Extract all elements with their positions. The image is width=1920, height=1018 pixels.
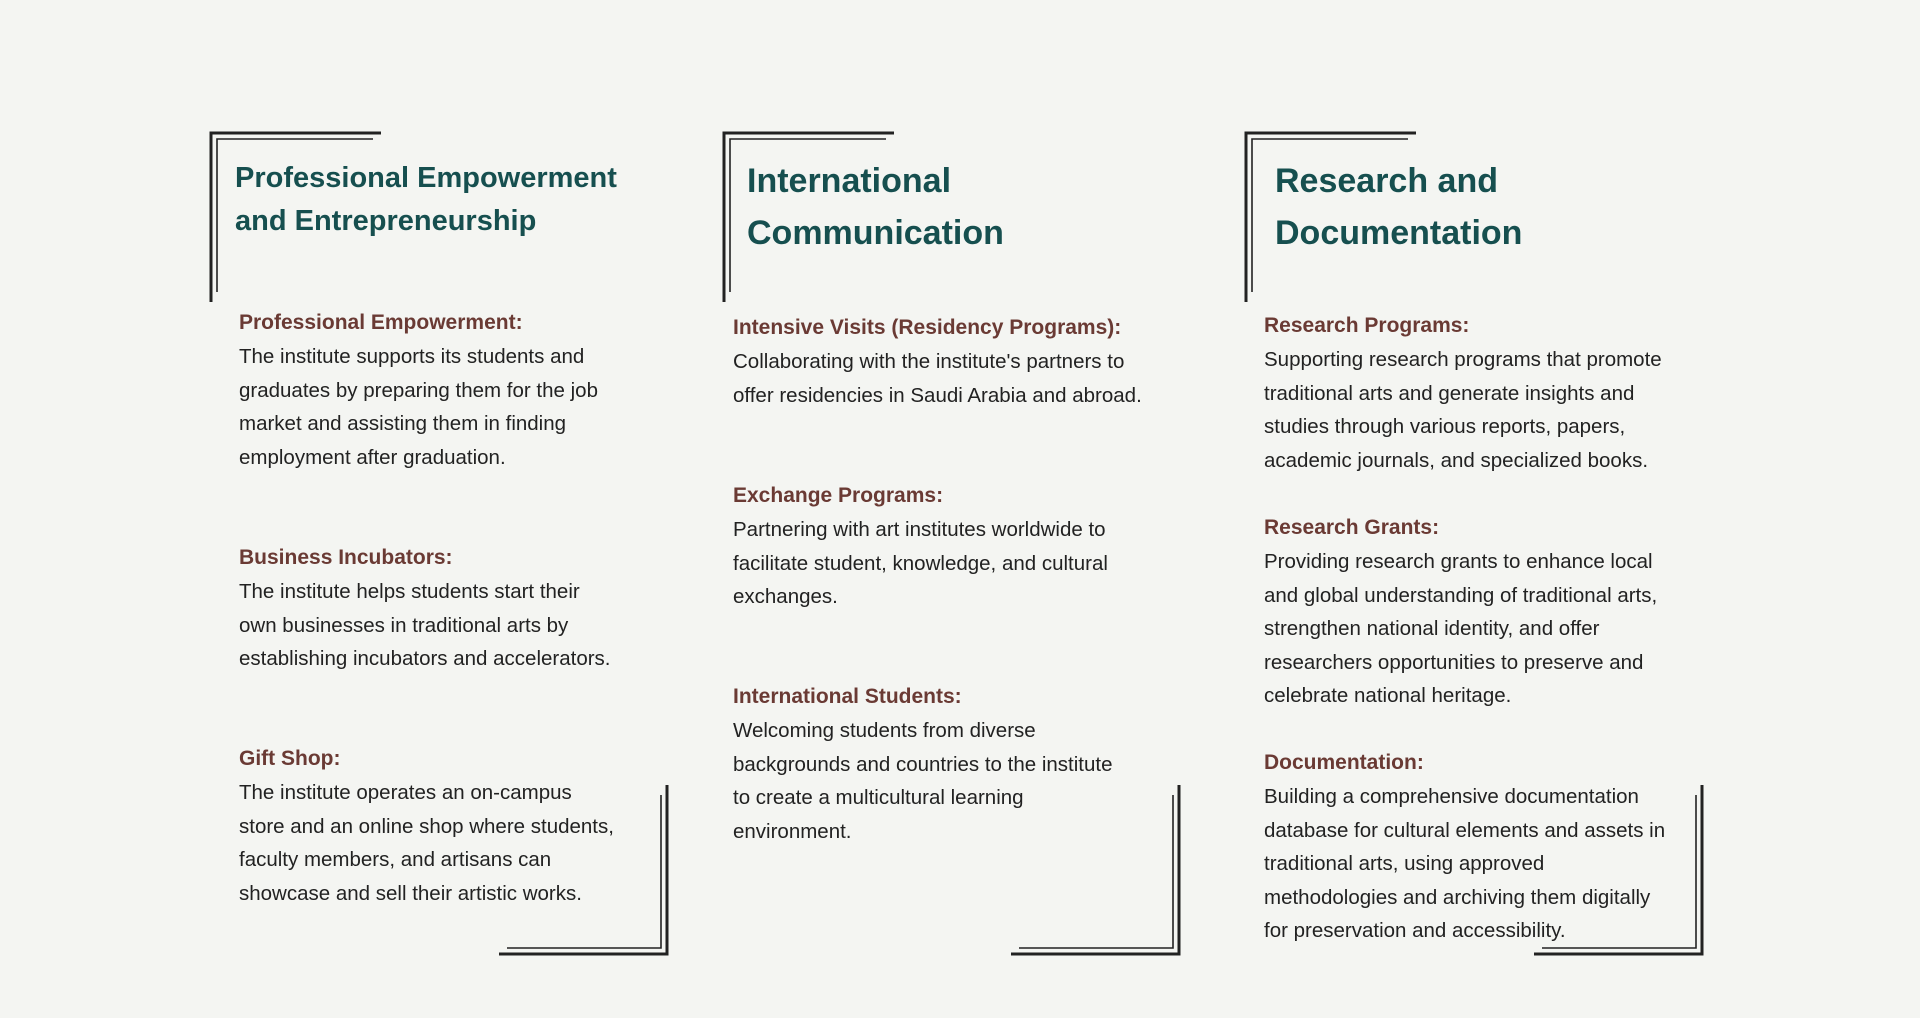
section-body-line: academic journals, and specialized books. (1264, 448, 1649, 472)
section-body-line: employment after graduation. (239, 445, 506, 469)
section-body-line: Providing research grants to enhance local (1264, 550, 1653, 573)
section-body-line: market and assisting them in finding (239, 412, 567, 436)
section-body-line: The institute supports its students and (239, 345, 585, 368)
panel-title-line: and Entrepreneurship (235, 205, 537, 237)
section-body-line: establishing incubators and accelerators. (239, 647, 611, 671)
section-body-line: facilitate student, knowledge, and cultural (733, 551, 1108, 575)
section-documentation (1264, 746, 1665, 948)
section-body-line: exchanges. (733, 585, 838, 609)
section-body-line: environment. (733, 819, 852, 843)
section-body-line: and global understanding of traditional arts, (1264, 583, 1658, 607)
section-body-line: traditional arts and generate insights and (1264, 381, 1635, 405)
section-body-line: traditional arts, using approved (1264, 852, 1545, 876)
section-body-line: Collaborating with the institute's partners to (733, 350, 1125, 373)
section-body-line: researchers opportunities to preserve and (1264, 650, 1644, 674)
section-body-line: graduates by preparing them for the job (239, 378, 598, 402)
section-body-line: strengthen national identity, and offer (1264, 617, 1600, 641)
section-body-line: studies through various reports, papers, (1264, 415, 1626, 439)
section-heading: Exchange Programs: (733, 484, 944, 507)
section-heading: Gift Shop: (239, 747, 341, 770)
section-body-line: methodologies and archiving them digitally (1264, 885, 1651, 909)
panel-title (1275, 155, 1522, 259)
section-body-line: celebrate national heritage. (1264, 684, 1512, 708)
section-heading: Professional Empowerment: (239, 311, 523, 334)
section-body-line: faculty members, and artisans can (239, 848, 552, 872)
section-body-line: The institute helps students start their (239, 580, 580, 603)
panel-title-line: International (747, 162, 952, 200)
section-body-line: database for cultural elements and assets in (1264, 818, 1666, 842)
panel-title-line: Research and (1275, 162, 1498, 200)
section-body-line: Building a comprehensive documentation (1264, 785, 1639, 808)
section-body-line: The institute operates an on-campus (239, 781, 572, 804)
section-heading: Intensive Visits (Residency Programs): (733, 316, 1122, 339)
section-body-line: own businesses in traditional arts by (239, 613, 569, 637)
section-heading: International Students: (733, 685, 962, 708)
section-body-line: to create a multicultural learning (733, 786, 1024, 810)
section-body-line: showcase and sell their artistic works. (239, 881, 582, 905)
panel-title-line: Communication (747, 214, 1004, 252)
section-body-line: backgrounds and countries to the institute (733, 752, 1113, 776)
section-body-line: offer residencies in Saudi Arabia and abroad. (733, 383, 1142, 407)
section-body-line: Partnering with art institutes worldwide to (733, 518, 1106, 541)
section-body-line: store and an online shop where students, (239, 814, 614, 838)
panel-title-line: Documentation (1275, 214, 1523, 252)
section-heading: Research Grants: (1264, 516, 1440, 539)
section-research-grants (1264, 511, 1657, 713)
section-body-line: Supporting research programs that promote (1264, 348, 1662, 371)
section-heading: Research Programs: (1264, 314, 1470, 337)
section-research-programs (1264, 309, 1662, 477)
section-heading: Business Incubators: (239, 546, 453, 569)
section-body-line: for preservation and accessibility. (1264, 919, 1566, 943)
section-heading: Documentation: (1264, 751, 1424, 774)
section-body-line: Welcoming students from diverse (733, 719, 1036, 742)
panel-title-line: Professional Empowerment (235, 162, 617, 194)
